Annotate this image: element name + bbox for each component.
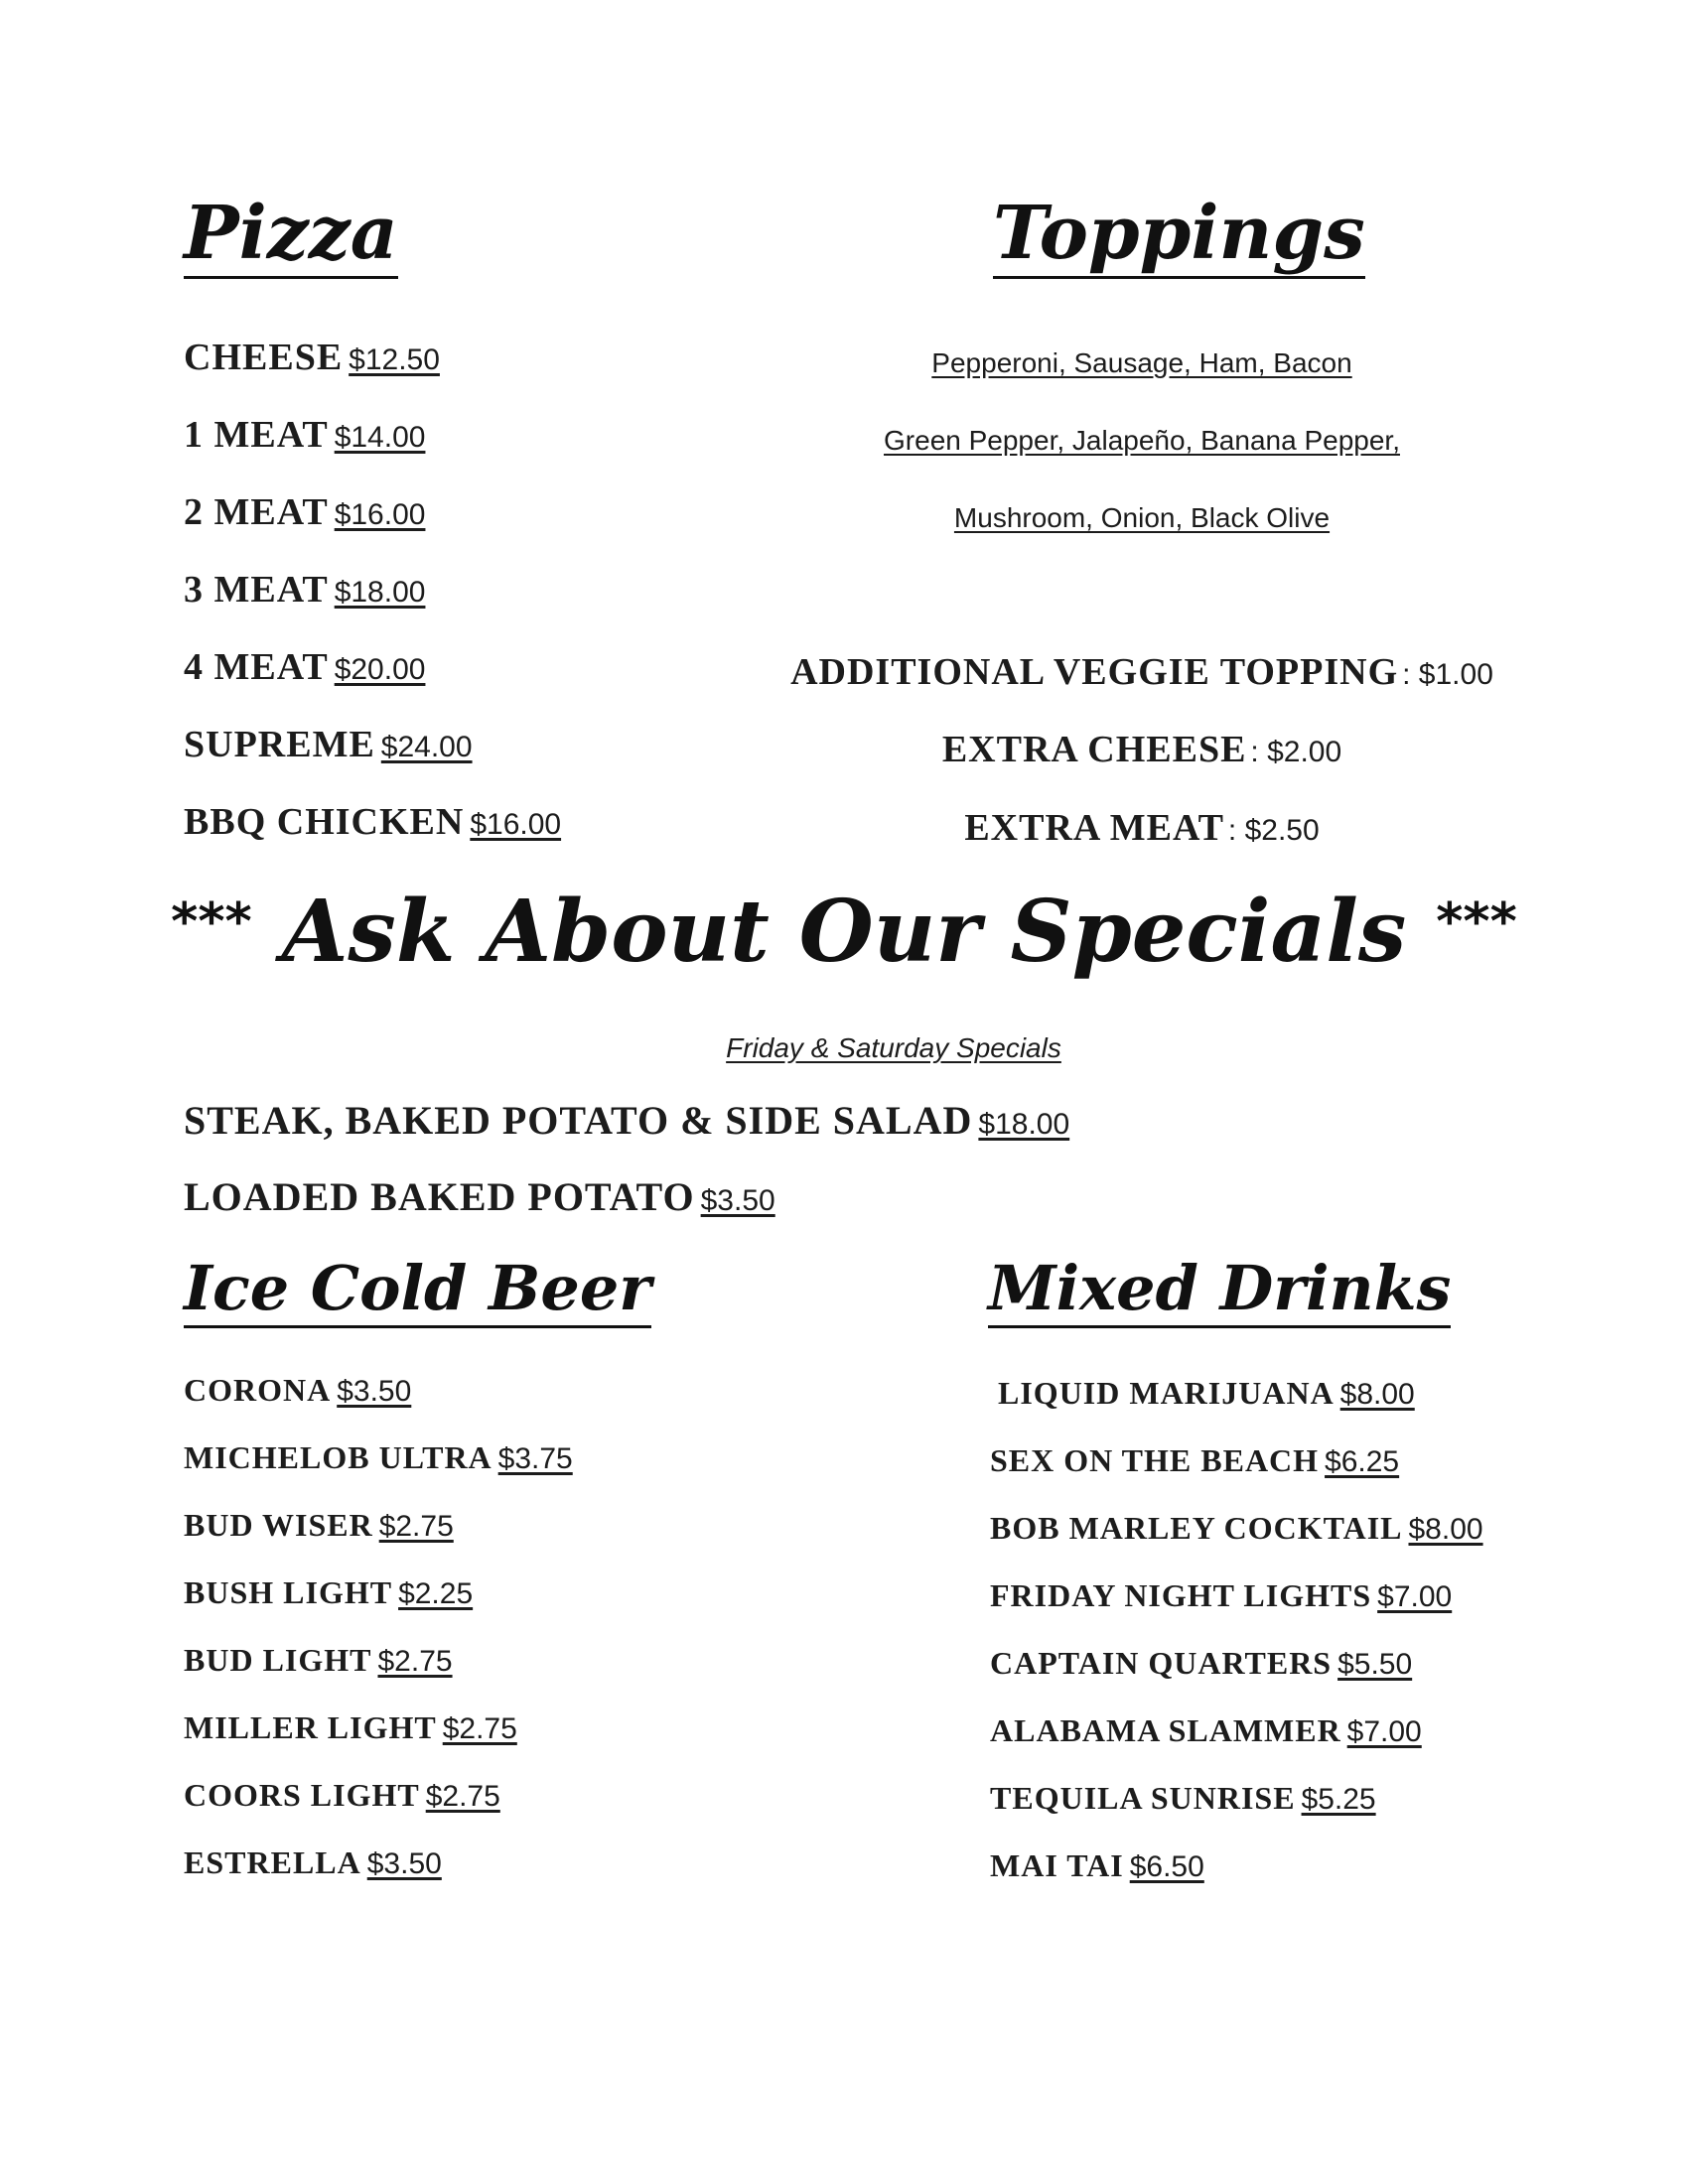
special-item: [184, 1097, 1069, 1144]
topping-extra: [695, 650, 1589, 694]
stars-right: ***: [1436, 892, 1517, 952]
topping-extra-price: : $2.50: [1227, 814, 1320, 847]
beer-item-price: $2.75: [378, 1510, 454, 1543]
pizza-item-price: $20.00: [334, 653, 426, 686]
topping-extra-price: : $1.00: [1402, 658, 1493, 691]
mixed-drink-item-name: CAPTAIN QUARTERS: [990, 1645, 1333, 1681]
toppings-heading: Toppings: [993, 194, 1365, 279]
specials-subheading: Friday & Saturday Specials: [726, 1032, 1061, 1063]
topping-extra-name: EXTRA MEAT: [964, 807, 1224, 849]
mixed-drink-item-price: $5.50: [1337, 1648, 1413, 1681]
beer-item-price: $2.75: [377, 1645, 453, 1678]
pizza-item: [184, 800, 561, 844]
pizza-item-price: $16.00: [334, 498, 426, 531]
specials-banner: [0, 882, 1688, 982]
special-item-price: $3.50: [700, 1184, 775, 1217]
beer-item: [184, 1709, 517, 1746]
mixed-drink-item-price: $8.00: [1339, 1378, 1415, 1411]
pizza-item: [184, 490, 425, 534]
pizza-item-price: $12.50: [349, 343, 440, 376]
pizza-item-name: 3 MEAT: [184, 569, 329, 611]
pizza-item-price: $16.00: [470, 808, 562, 841]
mixed-drink-item: [998, 1375, 1415, 1412]
pizza-item-price: $14.00: [334, 421, 426, 454]
special-item-name: STEAK, BAKED POTATO & SIDE SALAD: [184, 1098, 973, 1143]
beer-item: [184, 1642, 453, 1679]
stars-left: ***: [171, 892, 252, 952]
mixed-drink-item-price: $7.00: [1346, 1715, 1422, 1748]
special-item-price: $18.00: [978, 1108, 1070, 1141]
beer-item-price: $3.50: [337, 1375, 412, 1408]
beer-item: [184, 1574, 473, 1611]
pizza-item: [184, 645, 425, 689]
mixed-drink-item-name: ALABAMA SLAMMER: [990, 1712, 1341, 1748]
beer-item: [184, 1372, 411, 1409]
pizza-item: [184, 336, 440, 379]
toppings-list-line: Green Pepper, Jalapeño, Banana Pepper,: [884, 425, 1400, 456]
beer-item: [184, 1844, 442, 1881]
pizza-item: [184, 568, 425, 612]
mixed-drink-item: [990, 1442, 1399, 1479]
pizza-item-name: 2 MEAT: [184, 491, 329, 533]
topping-extra: [695, 806, 1589, 850]
pizza-item-name: 1 MEAT: [184, 414, 329, 456]
specials-banner-text: Ask About Our Specials: [281, 882, 1407, 982]
toppings-list-line: Mushroom, Onion, Black Olive: [953, 502, 1331, 533]
beer-item-price: $3.75: [497, 1442, 573, 1475]
beer-item-name: BUD WISER: [184, 1507, 373, 1543]
beer-item: [184, 1439, 573, 1476]
mixed-drink-item-name: SEX ON THE BEACH: [990, 1442, 1320, 1478]
topping-extra-name: EXTRA CHEESE: [941, 729, 1247, 770]
pizza-item-price: $18.00: [334, 576, 426, 609]
mixed-drink-item: [990, 1577, 1452, 1614]
beer-item-price: $2.75: [442, 1712, 517, 1745]
beer-item-price: $3.50: [366, 1847, 442, 1880]
beer-item: [184, 1507, 454, 1544]
pizza-item-name: SUPREME: [184, 724, 375, 765]
pizza-item-name: BBQ CHICKEN: [184, 801, 465, 843]
topping-extra-name: ADDITIONAL VEGGIE TOPPING: [790, 651, 1399, 693]
mixed-drink-item-price: $8.00: [1408, 1513, 1483, 1546]
beer-item: [184, 1777, 500, 1814]
beer-item-name: ESTRELLA: [184, 1844, 361, 1880]
special-item-name: LOADED BAKED POTATO: [184, 1174, 695, 1219]
special-item: [184, 1173, 775, 1220]
mixed-drink-item-price: $7.00: [1377, 1580, 1453, 1613]
mixed-drink-item-name: LIQUID MARIJUANA: [998, 1375, 1335, 1411]
beer-item-price: $2.75: [425, 1780, 500, 1813]
mixed-drink-item-name: FRIDAY NIGHT LIGHTS: [990, 1577, 1372, 1613]
mixed-drink-item-price: $6.25: [1325, 1445, 1400, 1478]
mixed-drink-item-price: $6.50: [1129, 1850, 1204, 1883]
mixed-drink-item-price: $5.25: [1301, 1783, 1376, 1816]
mixed-drink-item: [990, 1645, 1412, 1682]
pizza-item: [184, 723, 473, 766]
beer-item-name: MICHELOB ULTRA: [184, 1439, 492, 1475]
beer-item-name: MILLER LIGHT: [184, 1709, 437, 1745]
beer-item-price: $2.25: [398, 1577, 474, 1610]
toppings-list-line: Pepperoni, Sausage, Ham, Bacon: [931, 347, 1352, 378]
beer-item-name: BUD LIGHT: [184, 1642, 372, 1678]
mixed-drink-item: [990, 1712, 1422, 1749]
beer-item-name: CORONA: [184, 1372, 332, 1408]
topping-extra-price: : $2.00: [1250, 736, 1342, 768]
mixed-drinks-heading: Mixed Drinks: [988, 1253, 1451, 1328]
beer-heading: Ice Cold Beer: [184, 1253, 651, 1328]
beer-item-name: COORS LIGHT: [184, 1777, 420, 1813]
mixed-drink-item-name: MAI TAI: [990, 1847, 1124, 1883]
pizza-item-name: 4 MEAT: [184, 646, 329, 688]
mixed-drink-item: [990, 1847, 1204, 1884]
pizza-item-name: CHEESE: [184, 337, 344, 378]
pizza-item-price: $24.00: [380, 731, 473, 763]
topping-extra: [695, 728, 1589, 771]
mixed-drink-item-name: TEQUILA SUNRISE: [990, 1780, 1296, 1816]
pizza-heading: Pizza: [184, 194, 398, 279]
mixed-drink-item: [990, 1510, 1483, 1547]
beer-item-name: BUSH LIGHT: [184, 1574, 393, 1610]
mixed-drink-item: [990, 1780, 1376, 1817]
mixed-drink-item-name: BOB MARLEY COCKTAIL: [990, 1510, 1403, 1546]
pizza-item: [184, 413, 425, 457]
